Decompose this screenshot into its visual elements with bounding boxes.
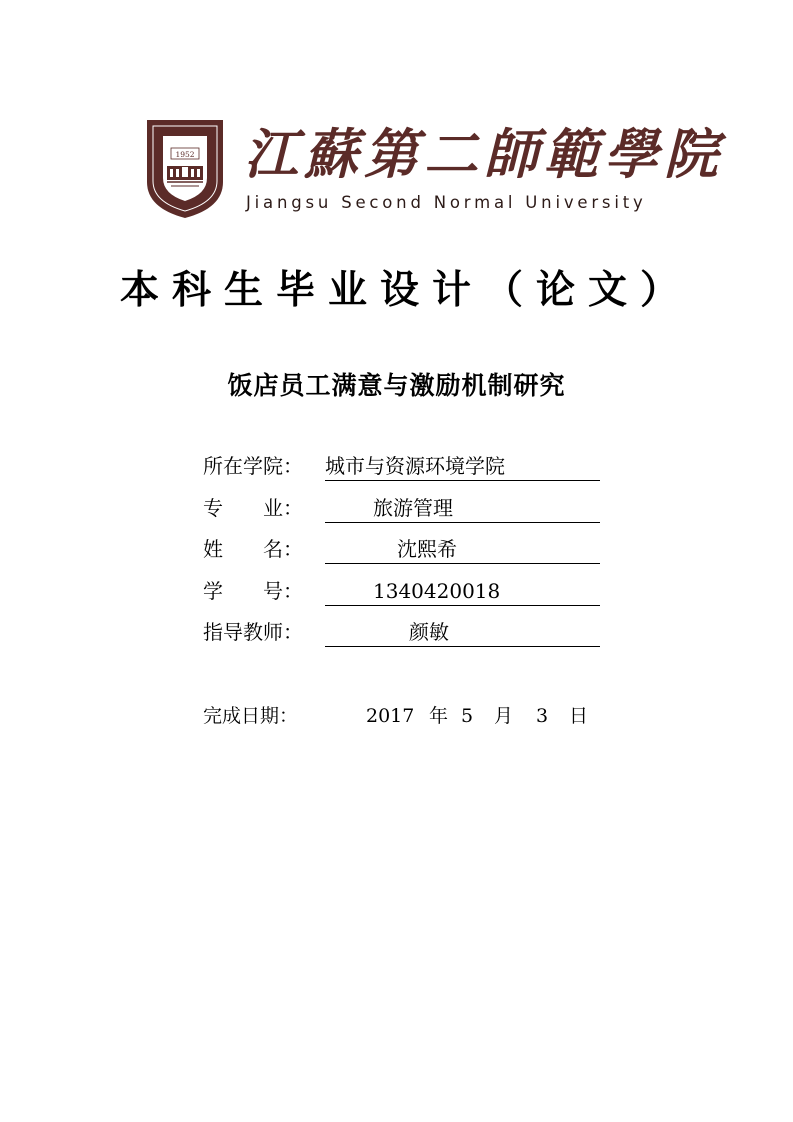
university-seal-logo [143, 116, 227, 220]
advisor-value [325, 618, 600, 647]
advisor-label: 指导教师： [203, 620, 303, 644]
completion-day: 3 [536, 705, 549, 727]
major-label: 专 业： [203, 495, 303, 520]
completion-date-label: 完成日期： [203, 705, 299, 727]
completion-day-unit: 日 [569, 705, 589, 727]
college-label: 所在学院： [203, 454, 303, 478]
major-text: 旅游管理 [373, 495, 453, 520]
info-row-major [203, 490, 603, 532]
completion-year-unit: 年 [429, 705, 449, 727]
completion-month: 5 [461, 705, 474, 727]
info-row-college [203, 448, 603, 490]
student-id-text: 1340420018 [373, 578, 501, 603]
thesis-title: 饭店员工满意与激励机制研究 [227, 371, 566, 400]
student-id-value [325, 577, 600, 606]
info-row-name [203, 531, 603, 573]
info-row-student-id [203, 573, 603, 615]
document-type-title: 本科生毕业设计（论文） [120, 267, 693, 313]
university-name-cn: 江蘇第二師範學院 [244, 122, 724, 186]
student-info [203, 448, 603, 656]
college-text: 城市与资源环境学院 [325, 454, 505, 478]
seal-year: 1952 [175, 150, 195, 159]
student-id-label: 学 号： [203, 578, 303, 603]
name-label: 姓 名： [203, 537, 303, 561]
info-row-advisor [203, 614, 603, 656]
name-text: 沈熙希 [397, 537, 457, 561]
completion-year: 2017 [366, 705, 415, 727]
college-value [325, 452, 600, 481]
completion-date [203, 702, 603, 730]
university-name-en: Jiangsu Second Normal University [246, 193, 647, 212]
completion-month-unit: 月 [494, 705, 514, 727]
major-value [325, 494, 600, 523]
name-value [325, 535, 600, 564]
advisor-text: 颜敏 [409, 620, 449, 644]
